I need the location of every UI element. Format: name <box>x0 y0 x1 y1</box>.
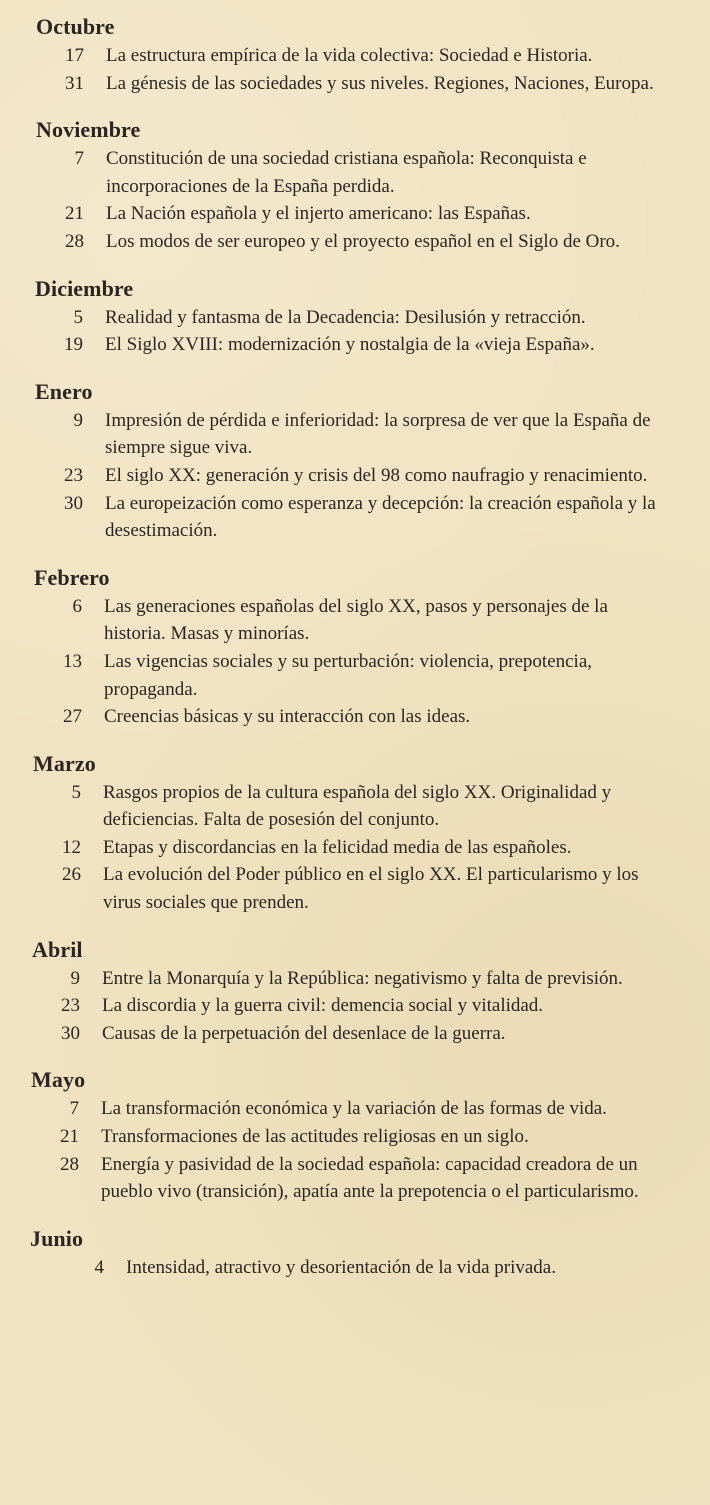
month-section-junio <box>30 1226 680 1282</box>
month-title: Febrero <box>34 564 110 590</box>
entry-topic: La estructura empírica de la vida colectiva: Sociedad e Historia. <box>106 45 593 66</box>
entry-day: 13 <box>63 650 82 672</box>
entry-day: 6 <box>72 595 82 617</box>
entry-day: 9 <box>70 967 80 989</box>
month-section-marzo <box>33 751 680 917</box>
entry-day: 4 <box>94 1256 104 1278</box>
schedule-entry <box>31 1123 680 1151</box>
entry-topic: Realidad y fantasma de la Decadencia: Desilusión y retracción. <box>105 306 586 328</box>
entry-topic: Los modos de ser europeo y el proyecto español en el Siglo de Oro. <box>106 230 620 252</box>
month-section-diciembre <box>35 276 680 359</box>
entry-topic: Intensidad, atractivo y desorientación de la vida privada. <box>126 1256 556 1278</box>
schedule-entry <box>32 992 680 1020</box>
month-section-noviembre <box>36 117 680 255</box>
month-title: Noviembre <box>36 117 141 143</box>
schedule-entry <box>35 490 680 545</box>
entry-topic: La Nación española y el injerto americano: las Españas. <box>106 203 531 225</box>
entry-topic: Entre la Monarquía y la República: negativismo y falta de previsión. <box>102 967 623 989</box>
schedule-entry <box>35 331 680 359</box>
entry-day: 31 <box>65 72 84 94</box>
entry-day: 9 <box>73 409 83 431</box>
schedule-entry <box>33 861 680 916</box>
entry-day: 17 <box>65 45 84 66</box>
month-section-octubre <box>36 14 680 97</box>
entry-day: 23 <box>64 464 83 486</box>
entry-topic: Constitución de una sociedad cristiana española: Reconquista e incorporaciones de la España perdida. <box>106 148 587 197</box>
month-section-febrero <box>34 565 680 731</box>
schedule-entry <box>34 648 680 703</box>
entry-topic: El siglo XX: generación y crisis del 98 como naufragio y renacimiento. <box>105 464 648 486</box>
schedule-entry <box>34 593 680 648</box>
schedule-entry <box>36 42 680 70</box>
entry-day: 19 <box>64 334 83 356</box>
entry-topic: Etapas y discordancias en la felicidad media de las españoles. <box>103 836 572 858</box>
schedule-entry <box>34 703 680 731</box>
month-title: Abril <box>32 936 83 962</box>
schedule-entry <box>36 228 680 256</box>
schedule-entry <box>31 1151 680 1206</box>
month-title: Marzo <box>33 750 96 776</box>
entry-topic: La génesis de las sociedades y sus niveles. Regiones, Naciones, Europa. <box>106 72 654 94</box>
schedule-entry <box>32 965 680 993</box>
schedule-entry <box>30 1254 680 1282</box>
entry-topic: Causas de la perpetuación del desenlace de la guerra. <box>102 1022 506 1044</box>
schedule-entry <box>35 462 680 490</box>
month-section-mayo <box>31 1067 680 1205</box>
entry-day: 12 <box>62 836 81 858</box>
month-section-enero <box>35 379 680 545</box>
month-title: Mayo <box>31 1067 86 1093</box>
month-title: Enero <box>35 378 93 404</box>
entry-topic: Impresión de pérdida e inferioridad: la sorpresa de ver que la España de siempre sigue viva. <box>105 409 651 459</box>
entry-day: 30 <box>61 1022 80 1044</box>
schedule-entry <box>36 70 680 98</box>
schedule-entry <box>31 1095 680 1123</box>
entry-topic: La europeización como esperanza y decepción: la creación española y la desestimación. <box>105 492 656 542</box>
schedule-entry <box>33 834 680 862</box>
schedule-entry <box>33 779 680 834</box>
entry-topic: Las generaciones españolas del siglo XX, pasos y personajes de la historia. Masas y minorías. <box>104 595 608 645</box>
entry-day: 27 <box>63 706 82 728</box>
entry-day: 5 <box>71 781 81 803</box>
entry-day: 21 <box>65 203 84 225</box>
entry-topic: Las vigencias sociales y su perturbación: violencia, prepotencia, propaganda. <box>104 650 593 700</box>
entry-topic: Transformaciones de las actitudes religiosas en un siglo. <box>101 1126 529 1148</box>
entry-day: 7 <box>74 148 84 170</box>
entry-topic: La discordia y la guerra civil: demencia social y vitalidad. <box>102 995 544 1017</box>
schedule-entry <box>32 1020 680 1048</box>
month-title: Diciembre <box>35 275 134 301</box>
schedule-entry <box>36 200 680 228</box>
entry-day: 23 <box>61 995 80 1017</box>
entry-day: 28 <box>65 230 84 252</box>
entry-topic: La transformación económica y la variación de las formas de vida. <box>101 1098 607 1120</box>
entry-topic: Energía y pasividad de la sociedad española: capacidad creadora de un pueblo vivo (transición), apatía ante la prepotencia o el particularismo. <box>101 1153 639 1203</box>
entry-day: 21 <box>60 1126 79 1148</box>
month-title: Octubre <box>36 14 115 39</box>
entry-day: 30 <box>64 492 83 514</box>
schedule-entry <box>35 304 680 332</box>
month-title: Junio <box>30 1225 84 1251</box>
entry-topic: Rasgos propios de la cultura española del siglo XX. Originalidad y deficiencias. Falta de posesión del conjunto. <box>103 781 612 831</box>
schedule-entry <box>36 145 680 200</box>
entry-topic: Creencias básicas y su interacción con las ideas. <box>104 706 471 728</box>
entry-topic: El Siglo XVIII: modernización y nostalgia de la «vieja España». <box>105 334 595 356</box>
entry-day: 5 <box>73 306 83 328</box>
schedule-entry <box>35 407 680 462</box>
month-section-abril <box>32 937 680 1048</box>
entry-day: 7 <box>69 1098 79 1120</box>
entry-day: 26 <box>62 864 81 886</box>
entry-day: 28 <box>60 1153 79 1175</box>
entry-topic: La evolución del Poder público en el siglo XX. El particularismo y los virus sociales que prenden. <box>103 864 639 914</box>
